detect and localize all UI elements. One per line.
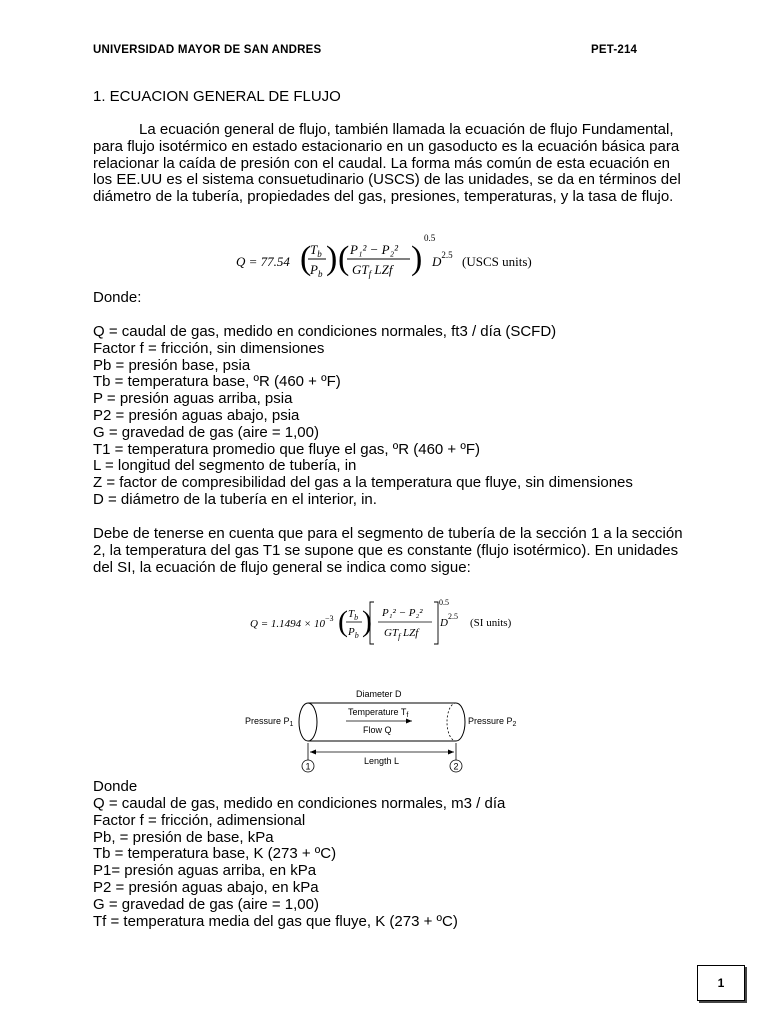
pipe-end-left	[299, 703, 317, 741]
pipe-end-right	[456, 703, 465, 741]
definition-item: Q = caudal de gas, medido en condiciones normales, ft3 / día (SCFD)	[93, 323, 557, 340]
header-course-code: PET-214	[591, 44, 638, 56]
temperature-label: Temperature $T_f$	[348, 707, 409, 719]
formula-uscs-tb: $T_b$	[310, 242, 322, 259]
paragraph-si-text: Debe de tenerse en cuenta que para el segmento de tubería de la sección 1 a la sección 2, la temperatura del gas T1 se supone que es constante (flujo isotérmico). En unidades del SI, la ecuación de flujo general se indica como sigue:	[93, 525, 683, 576]
definition-item: T1 = temperatura promedio que fluye el gas, ºR (460 + ºF)	[93, 440, 480, 458]
formula-si-diameter: $D^{2.5}$	[440, 612, 458, 629]
section-title: 1. ECUACION GENERAL DE FLUJO	[93, 88, 341, 105]
pressure-left-label: Pressure $P_1$	[245, 716, 294, 728]
formula-si-press-den: $GT_f$ LZf	[384, 627, 419, 641]
formula-si-paren-close: )	[362, 605, 372, 638]
definition-item: Q = caudal de gas, medido en condiciones normales, m3 / día	[93, 795, 506, 812]
definition-item: G = gravedad de gas (aire = 1,00)	[93, 895, 319, 913]
formula-uscs-units: (USCS units)	[462, 254, 532, 269]
page-number: 1	[697, 965, 745, 1001]
definition-item: Tb = temperatura base, ºR (460 + ºF)	[93, 373, 341, 391]
formula-si-pb: $P_b$	[348, 626, 359, 640]
formula-si-exponent: 0.5	[439, 598, 449, 607]
formula-uscs-paren2-open: (	[338, 240, 350, 277]
definition-item: L = longitud del segmento de tubería, in	[93, 457, 357, 475]
definition-item: P2 = presión aguas abajo, psia	[93, 406, 300, 424]
node-1-label: 1	[305, 761, 311, 772]
intro-paragraph	[93, 122, 683, 206]
formula-si-paren-open: (	[338, 605, 348, 638]
formula-si-press-num: P₁² − P₂²	[382, 607, 423, 619]
definition-item: P2 = presión aguas abajo, en kPa	[93, 878, 319, 896]
diameter-label: Diameter D	[356, 689, 402, 699]
definition-item: Tf = temperatura media del gas que fluye, K (273 + ºC)	[93, 912, 458, 930]
donde-label-2: Donde	[93, 778, 138, 795]
formula-uscs-lhs: Q = 77.54	[236, 254, 290, 269]
formula-uscs-press-num: P₁² − P₂²	[350, 242, 398, 257]
pressure-right-label: Pressure $P_2$	[468, 716, 517, 728]
header-institution: UNIVERSIDAD MAYOR DE SAN ANDRES	[93, 44, 322, 56]
definitions-si	[93, 796, 703, 930]
formula-uscs-exponent: 0.5	[424, 233, 436, 243]
pipe-diagram	[240, 686, 540, 776]
formula-uscs-paren-open: (	[300, 240, 312, 277]
formula-uscs-paren-close: )	[326, 240, 338, 277]
definition-item: P = presión aguas arriba, psia	[93, 390, 293, 408]
flow-arrow-icon	[406, 719, 412, 724]
flow-label: Flow Q	[363, 725, 392, 735]
formula-uscs-press-den: $GT_f$ LZf	[352, 262, 393, 279]
formula-uscs-pb: $P_b$	[310, 262, 323, 279]
definition-item: P1= presión aguas arriba, en kPa	[93, 862, 317, 880]
definition-item: D = diámetro de la tubería en el interior, in.	[93, 490, 377, 508]
definition-item: Factor f = fricción, adimensional	[93, 811, 306, 829]
formula-si-units: (SI units)	[470, 617, 512, 629]
paragraph-si-intro	[93, 526, 693, 576]
formula-si-tb: $T_b$	[348, 608, 359, 622]
length-label: Length L	[364, 756, 400, 766]
definition-item: Pb = presión base, psia	[93, 356, 251, 374]
definition-item: Factor f = fricción, sin dimensiones	[93, 339, 325, 357]
formula-si	[246, 596, 546, 652]
donde-label-1: Donde:	[93, 289, 142, 306]
formula-uscs-paren2-close: )	[411, 240, 423, 277]
formula-si-lhs: $Q = 1.1494 \times 10^{-3}$	[250, 614, 334, 630]
formula-uscs	[230, 232, 540, 286]
definitions-uscs	[93, 324, 703, 509]
intro-text: La ecuación general de flujo, también llamada la ecuación de flujo Fundamental, para flujo isotérmico en estado estacionario en un gasoducto es la ecuación básica para relacionar la caída de presión con el caudal. La forma más común de esta ecuación en los EE.UU es el sistema consuetudinario (USCS) de las unidades, se da en términos del diámetro de la tubería, propiedades del gas, presiones, temperaturas, y la tasa de flujo.	[93, 121, 681, 206]
formula-uscs-diameter: $D^{2.5}$	[432, 250, 453, 269]
definition-item: Tb = temperatura base, K (273 + ºC)	[93, 845, 337, 863]
node-2-label: 2	[453, 761, 459, 772]
formula-si-bracket-close	[434, 602, 438, 644]
definition-item: G = gravedad de gas (aire = 1,00)	[93, 423, 319, 441]
definition-item: Z = factor de compresibilidad del gas a la temperatura que fluye, sin dimensiones	[93, 474, 633, 492]
definition-item: Pb, = presión de base, kPa	[93, 828, 274, 846]
